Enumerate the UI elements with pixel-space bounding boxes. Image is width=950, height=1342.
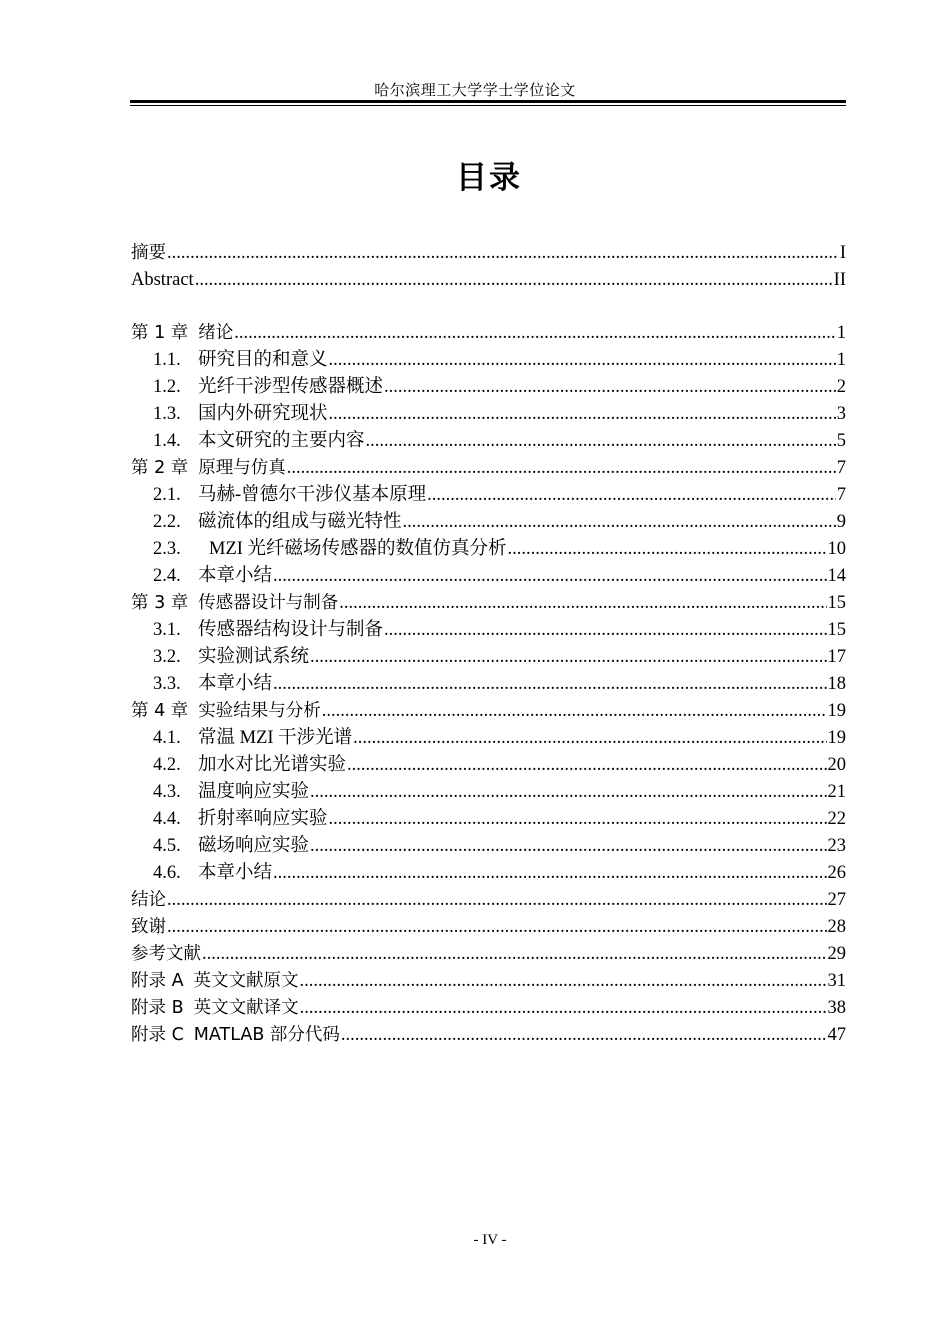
dot-leader bbox=[347, 752, 826, 779]
dot-leader bbox=[329, 806, 827, 833]
toc-entry-title: 实验结果与分析 bbox=[198, 701, 321, 721]
toc-entry-page: 47 bbox=[827, 1025, 846, 1045]
toc-entry-title: 光纤干涉型传感器概述 bbox=[198, 377, 384, 397]
toc-entry[interactable] bbox=[131, 455, 846, 482]
toc-entry-title: 温度响应实验 bbox=[198, 782, 310, 802]
toc-entry-title: 本文研究的主要内容 bbox=[198, 431, 365, 451]
toc-entry-title: 英文文献原文 bbox=[193, 971, 299, 991]
dot-leader bbox=[322, 698, 827, 725]
toc-entry-page: 7 bbox=[836, 485, 846, 505]
toc-entry-page: 5 bbox=[836, 431, 846, 451]
toc-entry[interactable] bbox=[131, 860, 846, 887]
toc-entry-number: 2.2. bbox=[153, 512, 181, 532]
toc-entry-title: 摘要 bbox=[131, 243, 166, 263]
toc-entry[interactable] bbox=[131, 833, 846, 860]
toc-entry-title: Abstract bbox=[131, 270, 194, 290]
toc-entry-title: 马赫-曾德尔干涉仪基本原理 bbox=[198, 485, 427, 505]
dot-leader bbox=[339, 590, 826, 617]
toc-entry-title: 本章小结 bbox=[198, 863, 273, 883]
toc-entry-title: 磁场响应实验 bbox=[198, 836, 310, 856]
toc-entry-number: 第 4 章 bbox=[131, 701, 189, 721]
toc-entry[interactable] bbox=[131, 887, 846, 914]
header-rule-thin bbox=[130, 105, 846, 106]
toc-entry-title: 研究目的和意义 bbox=[198, 350, 328, 370]
toc-entry-number: 2.4. bbox=[153, 566, 181, 586]
dot-leader bbox=[508, 536, 827, 563]
toc-entry[interactable] bbox=[131, 590, 846, 617]
toc-entry-title: 常温 MZI 干涉光谱 bbox=[198, 728, 353, 748]
dot-leader bbox=[300, 995, 827, 1022]
toc-entry-page: 19 bbox=[827, 728, 846, 748]
toc-entry-title: 本章小结 bbox=[198, 566, 273, 586]
toc-entry-title: 致谢 bbox=[131, 917, 166, 937]
toc-entry-page: 26 bbox=[827, 863, 846, 883]
toc-entry[interactable] bbox=[131, 347, 846, 374]
toc-entry-page: 14 bbox=[827, 566, 846, 586]
toc-entry-page: 28 bbox=[827, 917, 846, 937]
toc-entry-title: 折射率响应实验 bbox=[198, 809, 328, 829]
toc-entry[interactable] bbox=[131, 536, 846, 563]
dot-leader bbox=[353, 725, 826, 752]
toc-entry-title: 参考文献 bbox=[131, 944, 201, 964]
toc-entry-page: 1 bbox=[836, 323, 846, 343]
toc-entry-page: II bbox=[833, 270, 846, 290]
toc-entry-page: 21 bbox=[827, 782, 846, 802]
toc-entry-number: 3.2. bbox=[153, 647, 181, 667]
toc-entry-title: 传感器设计与制备 bbox=[198, 593, 339, 613]
toc-entry[interactable] bbox=[131, 698, 846, 725]
toc-entry-title: MZI 光纤磁场传感器的数值仿真分析 bbox=[209, 539, 507, 559]
toc-entry-number: 3.1. bbox=[153, 620, 181, 640]
toc-entry-page: 19 bbox=[827, 701, 846, 721]
toc-entry-page: 18 bbox=[827, 674, 846, 694]
toc-entry-number: 附录 B bbox=[131, 998, 184, 1018]
dot-leader bbox=[427, 482, 836, 509]
toc-entry-number: 1.1. bbox=[153, 350, 181, 370]
toc-entry-page: I bbox=[839, 243, 846, 263]
toc-entry-number: 附录 A bbox=[131, 971, 184, 991]
toc-entry-number: 第 1 章 bbox=[131, 323, 189, 343]
toc-entry[interactable] bbox=[131, 995, 846, 1022]
toc-entry[interactable] bbox=[131, 1022, 846, 1049]
table-of-contents bbox=[131, 240, 846, 1049]
toc-entry[interactable] bbox=[131, 374, 846, 401]
toc-entry[interactable] bbox=[131, 671, 846, 698]
toc-entry-number: 2.1. bbox=[153, 485, 181, 505]
page-title: 目录 bbox=[456, 160, 522, 196]
toc-entry-number: 1.3. bbox=[153, 404, 181, 424]
dot-leader bbox=[366, 428, 836, 455]
dot-leader bbox=[273, 671, 826, 698]
toc-entry-page: 1 bbox=[836, 350, 846, 370]
toc-entry-page: 27 bbox=[827, 890, 846, 910]
toc-entry[interactable] bbox=[131, 752, 846, 779]
dot-leader bbox=[310, 833, 826, 860]
dot-leader bbox=[384, 374, 836, 401]
toc-entry[interactable] bbox=[131, 320, 846, 347]
dot-leader bbox=[234, 320, 835, 347]
dot-leader bbox=[310, 779, 826, 806]
toc-entry[interactable] bbox=[131, 509, 846, 536]
toc-entry-page: 9 bbox=[836, 512, 846, 532]
toc-entry-page: 15 bbox=[827, 593, 846, 613]
toc-entry-page: 23 bbox=[827, 836, 846, 856]
dot-leader bbox=[202, 941, 827, 968]
dot-leader bbox=[167, 887, 827, 914]
dot-leader bbox=[287, 455, 836, 482]
toc-entry-title: 实验测试系统 bbox=[198, 647, 310, 667]
toc-entry[interactable] bbox=[131, 941, 846, 968]
toc-entry-number: 附录 C bbox=[131, 1025, 184, 1045]
toc-entry-number: 4.2. bbox=[153, 755, 181, 775]
toc-entry[interactable] bbox=[131, 968, 846, 995]
toc-entry-number: 1.2. bbox=[153, 377, 181, 397]
toc-entry-title: 本章小结 bbox=[198, 674, 273, 694]
toc-entry-number: 4.4. bbox=[153, 809, 181, 829]
toc-entry-number: 第 3 章 bbox=[131, 593, 189, 613]
toc-entry[interactable] bbox=[131, 617, 846, 644]
toc-entry-number: 1.4. bbox=[153, 431, 181, 451]
header-rule-thick bbox=[130, 100, 846, 103]
running-header: 哈尔滨理工大学学士学位论文 bbox=[374, 83, 576, 99]
toc-entry-number: 第 2 章 bbox=[131, 458, 189, 478]
toc-entry-page: 31 bbox=[827, 971, 846, 991]
dot-leader bbox=[310, 644, 826, 671]
toc-entry-number: 4.1. bbox=[153, 728, 181, 748]
dot-leader bbox=[300, 968, 827, 995]
toc-entry[interactable] bbox=[131, 240, 846, 267]
toc-entry-title: 英文文献译文 bbox=[193, 998, 299, 1018]
toc-entry-page: 3 bbox=[836, 404, 846, 424]
toc-entry-title: 国内外研究现状 bbox=[198, 404, 328, 424]
dot-leader bbox=[195, 267, 833, 294]
dot-leader bbox=[273, 860, 826, 887]
toc-entry[interactable] bbox=[131, 725, 846, 752]
toc-entry[interactable] bbox=[131, 267, 846, 294]
toc-entry[interactable] bbox=[131, 428, 846, 455]
toc-entry-title: MATLAB 部分代码 bbox=[193, 1025, 340, 1045]
toc-entry-page: 20 bbox=[827, 755, 846, 775]
toc-entry-title: 绪论 bbox=[198, 323, 234, 343]
toc-entry-page: 29 bbox=[827, 944, 846, 964]
toc-entry-page: 10 bbox=[827, 539, 846, 559]
toc-entry-page: 7 bbox=[836, 458, 846, 478]
toc-entry-page: 17 bbox=[827, 647, 846, 667]
toc-entry-title: 原理与仿真 bbox=[198, 458, 286, 478]
toc-entry[interactable] bbox=[131, 779, 846, 806]
toc-entry[interactable] bbox=[131, 644, 846, 671]
dot-leader bbox=[403, 509, 836, 536]
dot-leader bbox=[167, 914, 827, 941]
toc-entry-title: 结论 bbox=[131, 890, 166, 910]
toc-entry-number: 4.6. bbox=[153, 863, 181, 883]
dot-leader bbox=[329, 401, 836, 428]
toc-entry[interactable] bbox=[131, 914, 846, 941]
toc-entry-title: 加水对比光谱实验 bbox=[198, 755, 347, 775]
toc-entry-title: 磁流体的组成与磁光特性 bbox=[198, 512, 402, 532]
dot-leader bbox=[384, 617, 826, 644]
toc-entry[interactable] bbox=[131, 806, 846, 833]
toc-entry[interactable] bbox=[131, 401, 846, 428]
toc-entry-number: 3.3. bbox=[153, 674, 181, 694]
dot-leader bbox=[167, 240, 839, 267]
toc-entry-page: 2 bbox=[836, 377, 846, 397]
toc-entry[interactable] bbox=[131, 563, 846, 590]
dot-leader bbox=[341, 1022, 827, 1049]
dot-leader bbox=[329, 347, 836, 374]
toc-entry-title: 传感器结构设计与制备 bbox=[198, 620, 384, 640]
page-number: - IV - bbox=[473, 1232, 507, 1248]
toc-entry-number: 4.3. bbox=[153, 782, 181, 802]
toc-entry-page: 15 bbox=[827, 620, 846, 640]
toc-entry-number: 4.5. bbox=[153, 836, 181, 856]
toc-entry-page: 22 bbox=[827, 809, 846, 829]
toc-entry-number: 2.3. bbox=[153, 539, 181, 559]
toc-entry-page: 38 bbox=[827, 998, 846, 1018]
toc-entry[interactable] bbox=[131, 482, 846, 509]
dot-leader bbox=[273, 563, 826, 590]
